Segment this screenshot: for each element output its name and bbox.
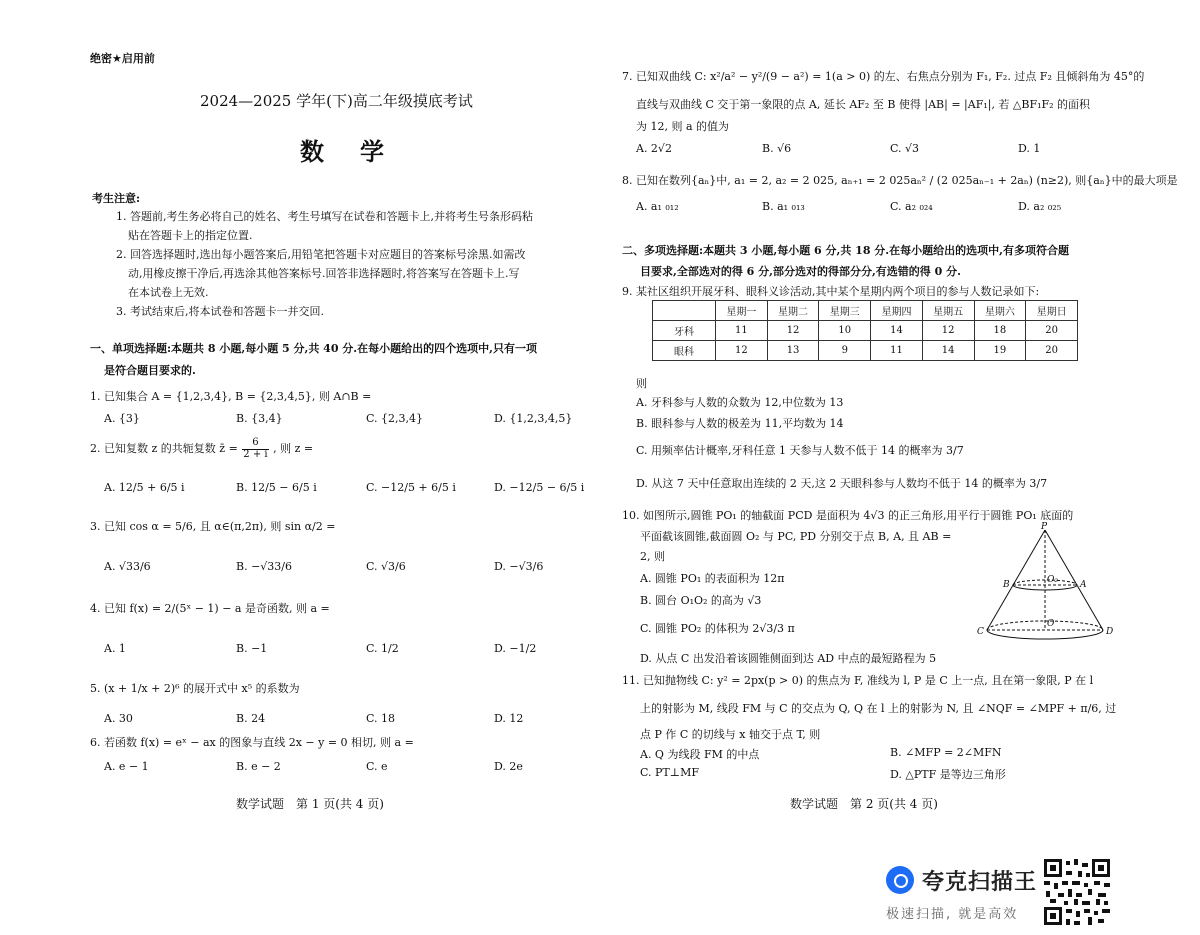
q4-option-d: D. −1/2 (494, 642, 537, 655)
secret-label: 绝密★启用前 (90, 52, 155, 65)
q4-stem: 4. 已知 f(x) = 2/(5ˣ − 1) − a 是奇函数, 则 a = (90, 602, 330, 615)
notice-line: 3. 考试结束后,将本试卷和答题卡一并交回. (116, 305, 324, 318)
q2-stem-b: , 则 z = (273, 442, 314, 455)
q9-option-a: A. 牙科参与人数的众数为 12,中位数为 13 (636, 396, 844, 409)
notice-line: 2. 回答选择题时,选出每小题答案后,用铅笔把答题卡对应题目的答案标号涂黑.如需改 (116, 248, 526, 261)
q9-data-table (652, 300, 1078, 361)
q10-line1: 10. 如图所示,圆锥 PO₁ 的轴截面 PCD 是面积为 4√3 的正三角形,用平行于圆锥 PO₁ 底面的 (622, 509, 1074, 522)
q4-option-a: A. 1 (104, 642, 126, 655)
q1-option-b: B. {3,4} (236, 412, 283, 425)
q2-numerator: 6 (242, 438, 268, 450)
q3-option-d: D. −√3/6 (494, 560, 544, 573)
q7-option-c: C. √3 (890, 142, 920, 155)
q2-denominator: 2 + i (243, 448, 268, 460)
table-header-cell: 星期六 (974, 301, 1026, 321)
table-header-cell: 星期日 (1026, 301, 1078, 321)
section2-heading-cont: 目要求,全部选对的得 6 分,部分选对的得部分分,有选错的得 0 分. (640, 265, 961, 278)
q7-option-a: A. 2√2 (636, 142, 672, 155)
q2-stem (90, 438, 313, 460)
fig-label-c: C (977, 627, 984, 637)
table-header-cell: 星期四 (871, 301, 923, 321)
q10-option-c: C. 圆锥 PO₂ 的体积为 2√3/3 π (640, 622, 795, 635)
notice-heading: 考生注意: (92, 192, 141, 205)
table-cell: 14 (922, 341, 974, 361)
q11-line3: 点 P 作 C 的切线与 x 轴交于点 T, 则 (640, 728, 821, 741)
q11-line2: 上的射影为 M, 线段 FM 与 C 的交点为 Q, Q 在 l 上的射影为 N, 且 ∠NQF = ∠MPF + π/6, 过 (640, 702, 1117, 715)
table-cell: 20 (1026, 321, 1078, 341)
q7-line2: 直线与双曲线 C 交于第一象限的点 A, 延长 AF₂ 至 B 使得 |AB| = |AF₁|, 若 △BF₁F₂ 的面积 (636, 98, 1091, 111)
scanner-slogan: 极速扫描, 就是高效 (886, 907, 1019, 922)
table-row (653, 321, 1078, 341)
table-cell: 18 (974, 321, 1026, 341)
right-page-footer: 数学试题 第 2 页(共 4 页) (790, 797, 938, 811)
q1-stem: 1. 已知集合 A = {1,2,3,4}, B = {2,3,4,5}, 则 A∩B = (90, 390, 372, 403)
q2-stem-a: 2. 已知复数 z 的共轭复数 z̄ = (90, 442, 238, 455)
table-cell: 眼科 (653, 341, 716, 361)
q9-then: 则 (636, 377, 647, 390)
q5-stem: 5. (x + 1/x + 2)⁶ 的展开式中 x⁵ 的系数为 (90, 682, 300, 695)
q7-option-d: D. 1 (1018, 142, 1041, 155)
section2-heading: 二、多项选择题:本题共 3 小题,每小题 6 分,共 18 分.在每小题给出的选项中,有多项符合题 (622, 244, 1069, 257)
q1-option-d: D. {1,2,3,4,5} (494, 412, 573, 425)
q7-line3: 为 12, 则 a 的值为 (636, 120, 730, 133)
exam-title: 2024—2025 学年(下)高二年级摸底考试 (200, 92, 473, 110)
q9-option-b: B. 眼科参与人数的极差为 11,平均数为 14 (636, 417, 844, 430)
cone-base-front (987, 630, 1103, 639)
section1-heading: 一、单项选择题:本题共 8 小题,每小题 5 分,共 40 分.在每小题给出的四个选项中,只有一项 (90, 342, 537, 355)
q4-option-b: B. −1 (236, 642, 268, 655)
q9-stem: 9. 某社区组织开展牙科、眼科义诊活动,其中某个星期内两个项目的参与人数记录如下: (622, 285, 1040, 298)
section1-heading-cont: 是符合题目要求的. (104, 364, 196, 377)
q11-option-a: A. Q 为线段 FM 的中点 (640, 748, 760, 761)
q8-stem: 8. 已知在数列{aₙ}中, a₁ = 2, a₂ = 2 025, aₙ₊₁ = 2 025aₙ² / (2 025aₙ₋₁ + 2aₙ) (n≥2), 则{aₙ}中的最大项是 (622, 174, 1178, 187)
qr-code-icon (1044, 859, 1110, 925)
table-header-row (653, 301, 1078, 321)
q4-option-c: C. 1/2 (366, 642, 399, 655)
table-cell: 11 (716, 321, 768, 341)
q2-fraction (242, 438, 268, 460)
table-cell: 12 (716, 341, 768, 361)
q8-option-a: A. a₁ ₀₁₂ (636, 200, 679, 213)
q3-stem: 3. 已知 cos α = 5/6, 且 α∈(π,2π), 则 sin α/2 = (90, 520, 336, 533)
cone-figure (975, 522, 1120, 644)
table-cell: 19 (974, 341, 1026, 361)
subject-title: 数 学 (300, 137, 390, 166)
fig-label-a: A (1080, 580, 1087, 590)
q1-option-a: A. {3} (104, 412, 140, 425)
q6-option-a: A. e − 1 (104, 760, 149, 773)
q9-option-d: D. 从这 7 天中任意取出连续的 2 天,这 2 天眼科参与人数均不低于 14 的概率为 3/7 (636, 477, 1048, 490)
left-page-footer: 数学试题 第 1 页(共 4 页) (236, 797, 384, 811)
table-cell: 12 (922, 321, 974, 341)
q7-option-b: B. √6 (762, 142, 792, 155)
table-row (653, 341, 1078, 361)
q6-stem: 6. 若函数 f(x) = eˣ − ax 的图象与直线 2x − y = 0 相切, 则 a = (90, 736, 414, 749)
fig-label-o2: O₂ (1047, 575, 1058, 585)
q5-option-b: B. 24 (236, 712, 266, 725)
q3-option-c: C. √3/6 (366, 560, 406, 573)
q10-line2: 平面截该圆锥,截面圆 O₂ 与 PC, PD 分别交于点 B, A, 且 AB = (640, 530, 952, 543)
table-cell: 13 (767, 341, 819, 361)
q2-option-b: B. 12/5 − 6/5 i (236, 481, 317, 494)
table-cell: 9 (819, 341, 871, 361)
table-cell: 12 (767, 321, 819, 341)
q10-option-d: D. 从点 C 出发沿着该圆锥侧面到达 AD 中点的最短路程为 5 (640, 652, 937, 665)
scanner-watermark (882, 862, 1194, 928)
scanner-logo-icon (886, 866, 914, 894)
q6-option-b: B. e − 2 (236, 760, 281, 773)
cone-edge-pc (987, 530, 1045, 630)
fig-label-p: P (1041, 522, 1048, 532)
table-header-cell: 星期三 (819, 301, 871, 321)
table-header-cell: 星期二 (767, 301, 819, 321)
q11-option-b: B. ∠MFP = 2∠MFN (890, 746, 1002, 759)
q1-option-c: C. {2,3,4} (366, 412, 424, 425)
q5-option-c: C. 18 (366, 712, 396, 725)
table-header-cell: 星期五 (922, 301, 974, 321)
q6-option-d: D. 2e (494, 760, 523, 773)
q6-option-c: C. e (366, 760, 388, 773)
table-cell: 20 (1026, 341, 1078, 361)
q8-option-c: C. a₂ ₀₂₄ (890, 200, 933, 213)
table-cell: 牙科 (653, 321, 716, 341)
table-cell: 14 (871, 321, 923, 341)
q7-line1: 7. 已知双曲线 C: x²/a² − y²/(9 − a²) = 1(a > 0) 的左、右焦点分别为 F₁, F₂. 过点 F₂ 且倾斜角为 45°的 (622, 70, 1145, 83)
notice-line: 1. 答题前,考生务必将自己的姓名、考生号填写在试卷和答题卡上,并将考生号条形码粘 (116, 210, 533, 223)
q11-option-d: D. △PTF 是等边三角形 (890, 768, 1006, 781)
fig-label-d: D (1106, 627, 1114, 637)
q5-option-a: A. 30 (104, 712, 133, 725)
q8-option-b: B. a₁ ₀₁₃ (762, 200, 805, 213)
q5-option-d: D. 12 (494, 712, 524, 725)
q11-line1: 11. 已知抛物线 C: y² = 2px(p > 0) 的焦点为 F, 准线为 l, P 是 C 上一点, 且在第一象限, P 在 l (622, 674, 1094, 687)
notice-line: 动,用橡皮擦干净后,再选涂其他答案标号.回答非选择题时,将答案写在答题卡上.写 (128, 267, 520, 280)
fig-label-o: O (1047, 619, 1055, 629)
q2-option-a: A. 12/5 + 6/5 i (104, 481, 185, 494)
table-header-cell (653, 301, 716, 321)
q2-option-d: D. −12/5 − 6/5 i (494, 481, 585, 494)
fig-label-b: B (1003, 580, 1010, 590)
q8-option-d: D. a₂ ₀₂₅ (1018, 200, 1062, 213)
q10-option-a: A. 圆锥 PO₁ 的表面积为 12π (640, 572, 785, 585)
scanner-brand: 夸克扫描王 (922, 870, 1038, 895)
q2-option-c: C. −12/5 + 6/5 i (366, 481, 456, 494)
notice-line: 贴在答题卡上的指定位置. (128, 229, 253, 242)
table-header-cell: 星期一 (716, 301, 768, 321)
q9-option-c: C. 用频率估计概率,牙科任意 1 天参与人数不低于 14 的概率为 3/7 (636, 444, 964, 457)
q11-option-c: C. PT⊥MF (640, 766, 699, 779)
table-cell: 11 (871, 341, 923, 361)
q10-line3: 2, 则 (640, 550, 665, 563)
q3-option-b: B. −√33/6 (236, 560, 293, 573)
table-cell: 10 (819, 321, 871, 341)
q10-option-b: B. 圆台 O₁O₂ 的高为 √3 (640, 594, 762, 607)
notice-line: 在本试卷上无效. (128, 286, 209, 299)
q3-option-a: A. √33/6 (104, 560, 151, 573)
